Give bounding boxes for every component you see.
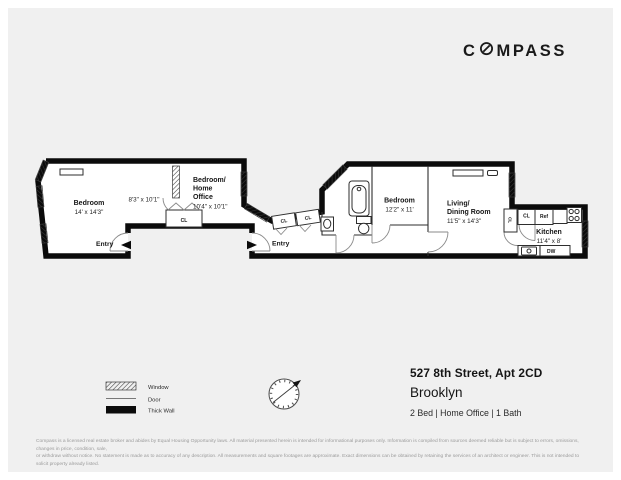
stove-icon — [567, 208, 582, 223]
label-cl-nook: CL — [507, 217, 513, 223]
window-interior — [173, 166, 180, 198]
legend-window-swatch — [106, 382, 136, 390]
label-living-2: Dining Room — [447, 209, 491, 216]
dims-bedroom-left: 14' x 14'3" — [74, 209, 104, 216]
label-cl-right-2: CL — [304, 215, 312, 222]
legend-window-label: Window — [148, 385, 169, 391]
dims-home-office: 10'4" x 10'1" — [193, 203, 228, 211]
listing-details: 2 Bed | Home Office | 1 Bath — [410, 408, 522, 418]
compass-rose-icon — [269, 379, 301, 409]
legend-thick-wall-label: Thick Wall — [148, 408, 175, 415]
window-leftunit-right — [241, 172, 247, 196]
kitchen-sink-counter — [518, 246, 570, 257]
dims-hall-left: 8'3" x 10'1" — [128, 196, 160, 204]
label-entry-right: Entry — [272, 240, 290, 248]
label-home-office-3: Office — [193, 194, 213, 201]
label-home-office-2: Home — [193, 185, 213, 193]
legend-door-label: Door — [148, 397, 161, 404]
window-kitchen-right — [582, 221, 588, 247]
label-home-office-1: Bedroom/ — [193, 177, 226, 184]
dims-living: 11'5" x 14'3" — [447, 218, 482, 225]
label-cl-kitchen: CL — [523, 213, 530, 220]
listing-city: Brooklyn — [410, 385, 463, 400]
kitchen-counter-top — [553, 210, 567, 224]
listing-address: 527 8th Street, Apt 2CD — [410, 366, 543, 380]
label-bedroom-right: Bedroom — [384, 197, 415, 205]
legend-thick-wall-swatch — [106, 406, 136, 414]
listing-info — [410, 366, 542, 418]
label-dw: DW — [547, 249, 556, 255]
label-bedroom-left: Bedroom — [73, 200, 105, 207]
vent-living — [488, 171, 498, 176]
window-living-right — [509, 173, 515, 197]
legend — [106, 382, 175, 415]
label-kitchen: Kitchen — [536, 229, 562, 236]
bathtub-icon — [349, 181, 369, 216]
dims-kitchen: 11'4" x 8' — [536, 238, 562, 245]
label-ref: Ref — [539, 214, 549, 220]
apartment-floor-area — [38, 161, 585, 256]
disclaimer-line-2: or withdraw without notice. No statement is made as to accuracy of any description. All measurements and square footages are approximate. Exact dimensions can be obtained by retaining the services of an architect or engineer. This is not intended to solicit property already listed. — [36, 454, 580, 467]
dims-bedroom-right: 12'2" x 11' — [385, 206, 414, 214]
logo-letter-c: C — [463, 41, 478, 60]
label-entry-left: Entry — [96, 241, 114, 248]
label-cl-left: CL — [180, 218, 188, 224]
label-cl-right-1: CL — [280, 218, 288, 225]
radiator-living — [453, 170, 483, 176]
bathroom-sink-icon — [321, 217, 334, 231]
disclaimer — [36, 438, 585, 468]
disclaimer-line-1: Compass is a licensed real estate broker and abides by Equal Housing Opportunity laws. All material presented herein is intended for informational purposes only. Information is compiled from sources deemed reliable but is subject to errors, omissions, changes in price, condition, sale, — [36, 439, 579, 452]
entry-arrows — [121, 241, 257, 249]
radiator-bedroom-left — [60, 169, 83, 175]
label-living-1: Living/ — [447, 200, 470, 208]
logo-letters-mpass: MPASS — [496, 41, 567, 60]
